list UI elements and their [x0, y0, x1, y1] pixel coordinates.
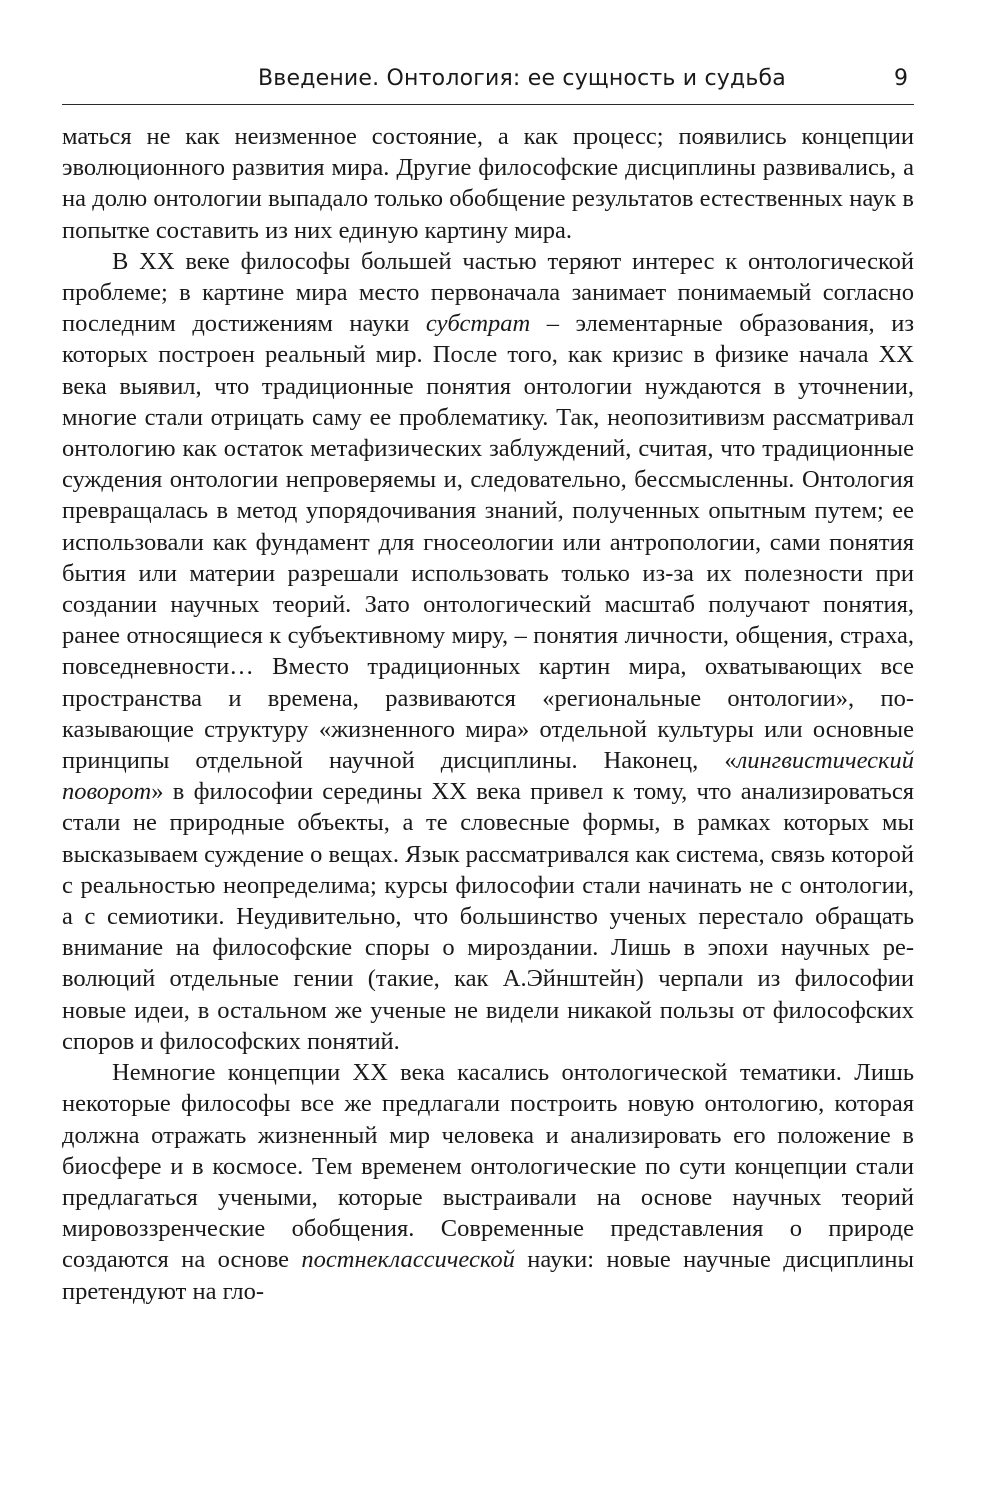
paragraph-1 — [62, 121, 914, 246]
text-segment: – элементарные образования, из которых построен реальный мир. После того, как кризис в физике начала XX века выявил, что традиционные понятия онтологии нуждаются в уточнении, многие стали отрицать саму ее проблематику. Так, неопозитивизм рассматривал онтологию как остаток метафизических заблуждений, считая, что традиционные суждения онтологии непроверяемы и, следовательно, бессмысленны. Онтология превращалась в метод упорядочивания знаний, полученных опытным путем; ее использовали как фундамент для гносеологии или антропологии, сами понятия бытия или материи разрешали использовать только из-за их полезности при создании научных теорий. Зато онтологический масштаб получают понятия, ранее относящиеся к субъективному миру, – понятия личности, общения, страха, повседневности… Вместо традиционных картин мира, охватывающих все пространства и времена, развиваются «региональные онтологии», показывающие структуру «жизненного мира» отдельной культуры или основные принципы отдельной научной дисциплины. Наконец, « — [62, 310, 914, 775]
italic-term-substrate: субстрат — [425, 310, 531, 338]
paragraph-3 — [62, 1057, 914, 1307]
text-segment: маться не как неизменное состояние, а как процесс; появились концепции эволюционного развития мира. Другие философские дисциплины развивались, а на долю онтологии выпадало только обобщение результатов естественных наук в попытке составить из них единую картину мира. — [62, 123, 914, 244]
text-segment: Немногие концепции XX века касались онтологической тематики. Лишь некоторые философы все же предлагали построить новую онтологию, которая должна отражать жизненный мир человека и анализировать его положение в биосфере и в космосе. Тем временем онтологические по сути концепции стали предлагаться учеными, которые выстраивали на основе научных теорий мировоззренческие обобщения. Современные представления о природе создаются на основе — [62, 1059, 914, 1274]
running-title: Введение. Онтология: ее сущность и судьба — [258, 66, 786, 91]
page-header — [62, 0, 914, 105]
text-segment: науки: новые научные дисциплины претендуют на гло- — [62, 1246, 914, 1305]
book-page — [62, 0, 914, 1307]
body-text — [62, 121, 914, 1307]
italic-term-linguistic-turn: лингвистический поворот — [62, 747, 914, 806]
text-segment: В XX веке философы большей частью теряют интерес к онтологической проблеме; в картине мира место первоначала занимает понимаемый согласно последним достижениям науки — [62, 247, 914, 338]
text-segment: » в философии середины XX века привел к тому, что анализироваться стали не природные объекты, а те словесные формы, в рамках которых мы высказываем суждение о вещах. Язык рассматривался как система, связь которой с реальностью неопределима; курсы философии стали начинать не с онтологии, а с семиотики. Неудивительно, что большинство ученых перестало обращать внимание на философские споры о мироздании. Лишь в эпохи научных революций отдельные гении (такие, как А.Эйнштейн) черпали из философии новые идеи, в остальном же ученые не видели никакой пользы от философских споров и философских понятий. — [62, 778, 914, 1055]
paragraph-2 — [62, 246, 914, 1057]
page-number: 9 — [894, 66, 908, 91]
italic-term-postnonclassical: постнеклассической — [301, 1246, 515, 1274]
